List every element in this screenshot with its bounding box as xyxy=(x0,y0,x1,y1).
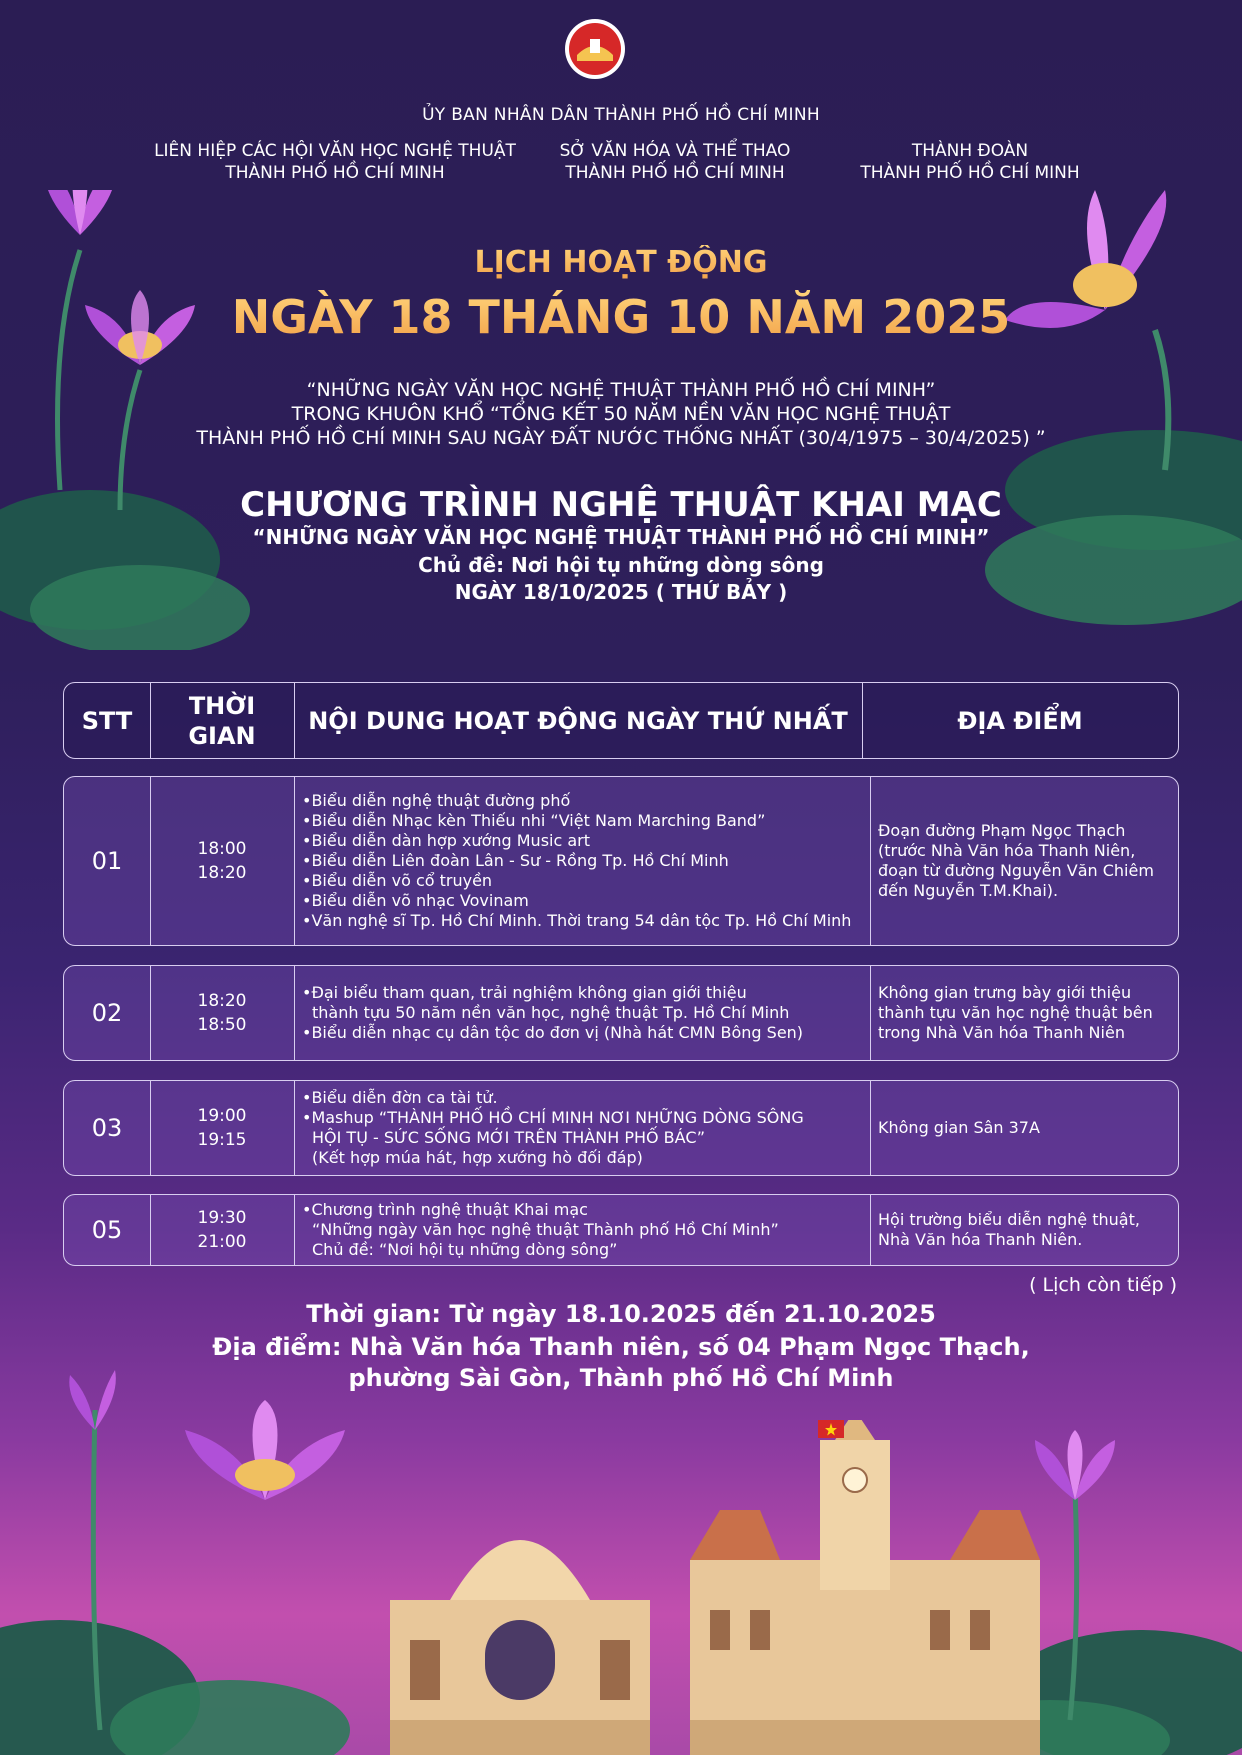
row-stt: 05 xyxy=(64,1195,151,1265)
footer-time: Thời gian: Từ ngày 18.10.2025 đến 21.10.2025 xyxy=(306,1300,936,1328)
committee-heading: ỦY BAN NHÂN DÂN THÀNH PHỐ HỒ CHÍ MINH xyxy=(422,105,820,125)
org-union-literature-arts: LIÊN HIỆP CÁC HỘI VĂN HỌC NGHỆ THUẬT THÀNH PHỐ HỒ CHÍ MINH xyxy=(154,141,516,183)
row-time: 19:00 19:15 xyxy=(150,1081,295,1175)
list-item: HỘI TỤ - SỨC SỐNG MỚI TRÊN THÀNH PHỐ BÁC” xyxy=(312,1128,706,1147)
header-time: THỜI GIAN xyxy=(150,683,295,758)
list-item: Chủ đề: “Nơi hội tụ những dòng sông” xyxy=(312,1240,618,1259)
vietnam-flag-icon xyxy=(818,1420,844,1442)
program-theme: Chủ đề: Nơi hội tụ những dòng sông xyxy=(418,553,824,577)
table-row xyxy=(63,1080,1179,1176)
row-content xyxy=(294,1195,871,1265)
list-item: • Biểu diễn võ nhạc Vovinam xyxy=(302,891,851,911)
table-header xyxy=(63,682,1179,759)
row-content xyxy=(294,1081,871,1175)
lotus-flower-icon xyxy=(1035,1430,1115,1500)
org-youth-union: THÀNH ĐOÀN THÀNH PHỐ HỒ CHÍ MINH xyxy=(860,141,1080,183)
row-content xyxy=(294,777,871,945)
row-stt: 01 xyxy=(64,777,151,945)
row-stt: 03 xyxy=(64,1081,151,1175)
list-item: • Biểu diễn Liên đoàn Lân - Sư - Rồng Tp. Hồ Chí Minh xyxy=(302,851,851,871)
program-title: CHƯƠNG TRÌNH NGHỆ THUẬT KHAI MẠC xyxy=(240,485,1002,525)
row-stt: 02 xyxy=(64,966,151,1060)
row-place: Đoạn đường Phạm Ngọc Thạch (trước Nhà Văn hóa Thanh Niên, đoạn từ đường Nguyễn Văn Chiêm đến Nguyễn T.M.Khai). xyxy=(878,821,1154,900)
row-place: Hội trường biểu diễn nghệ thuật, Nhà Văn hóa Thanh Niên. xyxy=(878,1210,1140,1249)
org-department-culture-sports: SỞ VĂN HÓA VÀ THỂ THAO THÀNH PHỐ HỒ CHÍ MINH xyxy=(559,141,791,183)
city-buildings-illustration xyxy=(390,1420,1040,1755)
list-item: (Kết hợp múa hát, hợp xướng hò đối đáp) xyxy=(312,1148,643,1167)
row-time: 18:20 18:50 xyxy=(150,966,295,1060)
list-item: • Biểu diễn Nhạc kèn Thiếu nhi “Việt Nam Marching Band” xyxy=(302,811,851,831)
opera-house-building-icon xyxy=(390,1540,650,1755)
row-place: Không gian Sân 37A xyxy=(878,1118,1040,1137)
city-hall-building-icon xyxy=(690,1420,1040,1755)
list-item: “Những ngày văn học nghệ thuật Thành phố Hồ Chí Minh” xyxy=(312,1220,779,1239)
footer-place: Địa điểm: Nhà Văn hóa Thanh niên, số 04 Phạm Ngọc Thạch, xyxy=(212,1333,1030,1361)
list-item: • Mashup “THÀNH PHỐ HỒ CHÍ MINH NƠI NHỮNG DÒNG SÔNG xyxy=(302,1108,804,1128)
list-item: • Văn nghệ sĩ Tp. Hồ Chí Minh. Thời trang 54 dân tộc Tp. Hồ Chí Minh xyxy=(302,911,851,931)
row-content xyxy=(294,966,871,1060)
continued-note: ( Lịch còn tiếp ) xyxy=(1029,1274,1177,1296)
lotus-flower-icon xyxy=(44,190,115,235)
footer-place-ward: phường Sài Gòn, Thành phố Hồ Chí Minh xyxy=(348,1364,894,1392)
emblem-logo-icon xyxy=(563,17,627,81)
row-place: Không gian trưng bày giới thiệu thành tựu văn học nghệ thuật bên trong Nhà Văn hóa Thanh Niên xyxy=(878,983,1153,1042)
program-date: NGÀY 18/10/2025 ( THỨ BẢY ) xyxy=(454,580,788,604)
header-place: ĐỊA ĐIỂM xyxy=(957,706,1083,735)
list-item: • Biểu diễn dàn hợp xướng Music art xyxy=(302,831,851,851)
header-content: NỘI DUNG HOẠT ĐỘNG NGÀY THỨ NHẤT xyxy=(294,683,863,758)
table-row xyxy=(63,965,1179,1061)
event-subtitle: “NHỮNG NGÀY VĂN HỌC NGHỆ THUẬT THÀNH PHỐ HỒ CHÍ MINH” TRONG KHUÔN KHỔ “TỔNG KẾT 50 NĂM NỀN VĂN HỌC NGHỆ THUẬT THÀNH PHỐ HỒ CHÍ MINH SAU NGÀY ĐẤT NƯỚC THỐNG NHẤT (30/4/1975 – 30/4/2025) ” xyxy=(196,379,1046,449)
list-item: • Chương trình nghệ thuật Khai mạc xyxy=(302,1200,779,1220)
list-item: • Biểu diễn nhạc cụ dân tộc do đơn vị (Nhà hát CMN Bông Sen) xyxy=(302,1023,803,1043)
list-item: • Biểu diễn võ cổ truyền xyxy=(302,871,851,891)
header-stt: STT xyxy=(64,683,151,758)
program-subtitle: “NHỮNG NGÀY VĂN HỌC NGHỆ THUẬT THÀNH PHỐ HỒ CHÍ MINH” xyxy=(252,525,990,549)
schedule-title: LỊCH HOẠT ĐỘNG xyxy=(0,245,1242,280)
table-row xyxy=(63,1194,1179,1266)
row-time: 18:00 18:20 xyxy=(150,777,295,945)
list-item: thành tựu 50 năm nền văn học, nghệ thuật Tp. Hồ Chí Minh xyxy=(312,1003,790,1022)
list-item: • Biểu diễn đờn ca tài tử. xyxy=(302,1088,804,1108)
list-item: • Biểu diễn nghệ thuật đường phố xyxy=(302,791,851,811)
row-time: 19:30 21:00 xyxy=(150,1195,295,1265)
table-row xyxy=(63,776,1179,946)
schedule-date-title: NGÀY 18 THÁNG 10 NĂM 2025 xyxy=(0,290,1242,344)
list-item: • Đại biểu tham quan, trải nghiệm không gian giới thiệu xyxy=(302,983,803,1003)
lotus-left-bottom-decoration xyxy=(0,1370,360,1755)
